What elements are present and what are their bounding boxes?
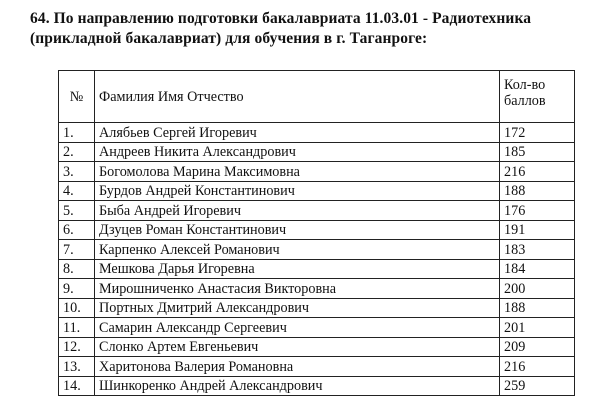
row-full-name: Быба Андрей Игоревич: [95, 201, 500, 221]
table-row: [59, 357, 575, 377]
row-score: 188: [500, 298, 575, 318]
row-full-name: Самарин Александр Сергеевич: [95, 318, 500, 338]
table-row: [59, 318, 575, 338]
row-full-name: Андреев Никита Александрович: [95, 142, 500, 162]
table-row: [59, 376, 575, 396]
row-full-name: Слонко Артем Евгеньевич: [95, 337, 500, 357]
row-full-name: Алябьев Сергей Игоревич: [95, 123, 500, 143]
table-row: [59, 162, 575, 182]
section-heading: [30, 9, 600, 49]
row-score: 176: [500, 201, 575, 221]
row-score: 183: [500, 240, 575, 260]
row-score: 201: [500, 318, 575, 338]
table-row: [59, 142, 575, 162]
row-number: 9.: [59, 279, 95, 299]
table-row: [59, 279, 575, 299]
header-full-name: Фамилия Имя Отчество: [95, 71, 500, 123]
row-score: 259: [500, 376, 575, 396]
row-full-name: Мирошниченко Анастасия Викторовна: [95, 279, 500, 299]
row-number: 10.: [59, 298, 95, 318]
row-full-name: Харитонова Валерия Романовна: [95, 357, 500, 377]
row-score: 209: [500, 337, 575, 357]
heading-line-1: 64. По направлению подготовки бакалавриата 11.03.01 - Радиотехника: [30, 10, 532, 27]
row-score: 216: [500, 357, 575, 377]
table-header-row: [59, 71, 575, 123]
applicants-table: [58, 70, 575, 396]
table-row: [59, 123, 575, 143]
header-score: Кол-во баллов: [500, 71, 575, 123]
table-row: [59, 220, 575, 240]
table-row: [59, 181, 575, 201]
row-number: 13.: [59, 357, 95, 377]
heading-line-2: (прикладной бакалавриат) для обучения в г. Таганроге:: [30, 30, 428, 47]
row-number: 14.: [59, 376, 95, 396]
row-number: 12.: [59, 337, 95, 357]
table-row: [59, 201, 575, 221]
row-full-name: Богомолова Марина Максимовна: [95, 162, 500, 182]
row-full-name: Бурдов Андрей Константинович: [95, 181, 500, 201]
row-full-name: Мешкова Дарья Игоревна: [95, 259, 500, 279]
table-body: [59, 123, 575, 396]
row-full-name: Портных Дмитрий Александрович: [95, 298, 500, 318]
row-number: 2.: [59, 142, 95, 162]
row-score: 172: [500, 123, 575, 143]
row-number: 6.: [59, 220, 95, 240]
row-number: 7.: [59, 240, 95, 260]
row-score: 184: [500, 259, 575, 279]
row-number: 4.: [59, 181, 95, 201]
table-row: [59, 240, 575, 260]
row-score: 191: [500, 220, 575, 240]
row-number: 1.: [59, 123, 95, 143]
header-number: №: [59, 71, 95, 123]
row-score: 200: [500, 279, 575, 299]
row-number: 3.: [59, 162, 95, 182]
row-number: 8.: [59, 259, 95, 279]
row-score: 188: [500, 181, 575, 201]
row-full-name: Карпенко Алексей Романович: [95, 240, 500, 260]
row-score: 216: [500, 162, 575, 182]
row-full-name: Шинкоренко Андрей Александрович: [95, 376, 500, 396]
row-full-name: Дзуцев Роман Константинович: [95, 220, 500, 240]
table-row: [59, 337, 575, 357]
row-number: 5.: [59, 201, 95, 221]
row-score: 185: [500, 142, 575, 162]
table-row: [59, 298, 575, 318]
row-number: 11.: [59, 318, 95, 338]
table-row: [59, 259, 575, 279]
